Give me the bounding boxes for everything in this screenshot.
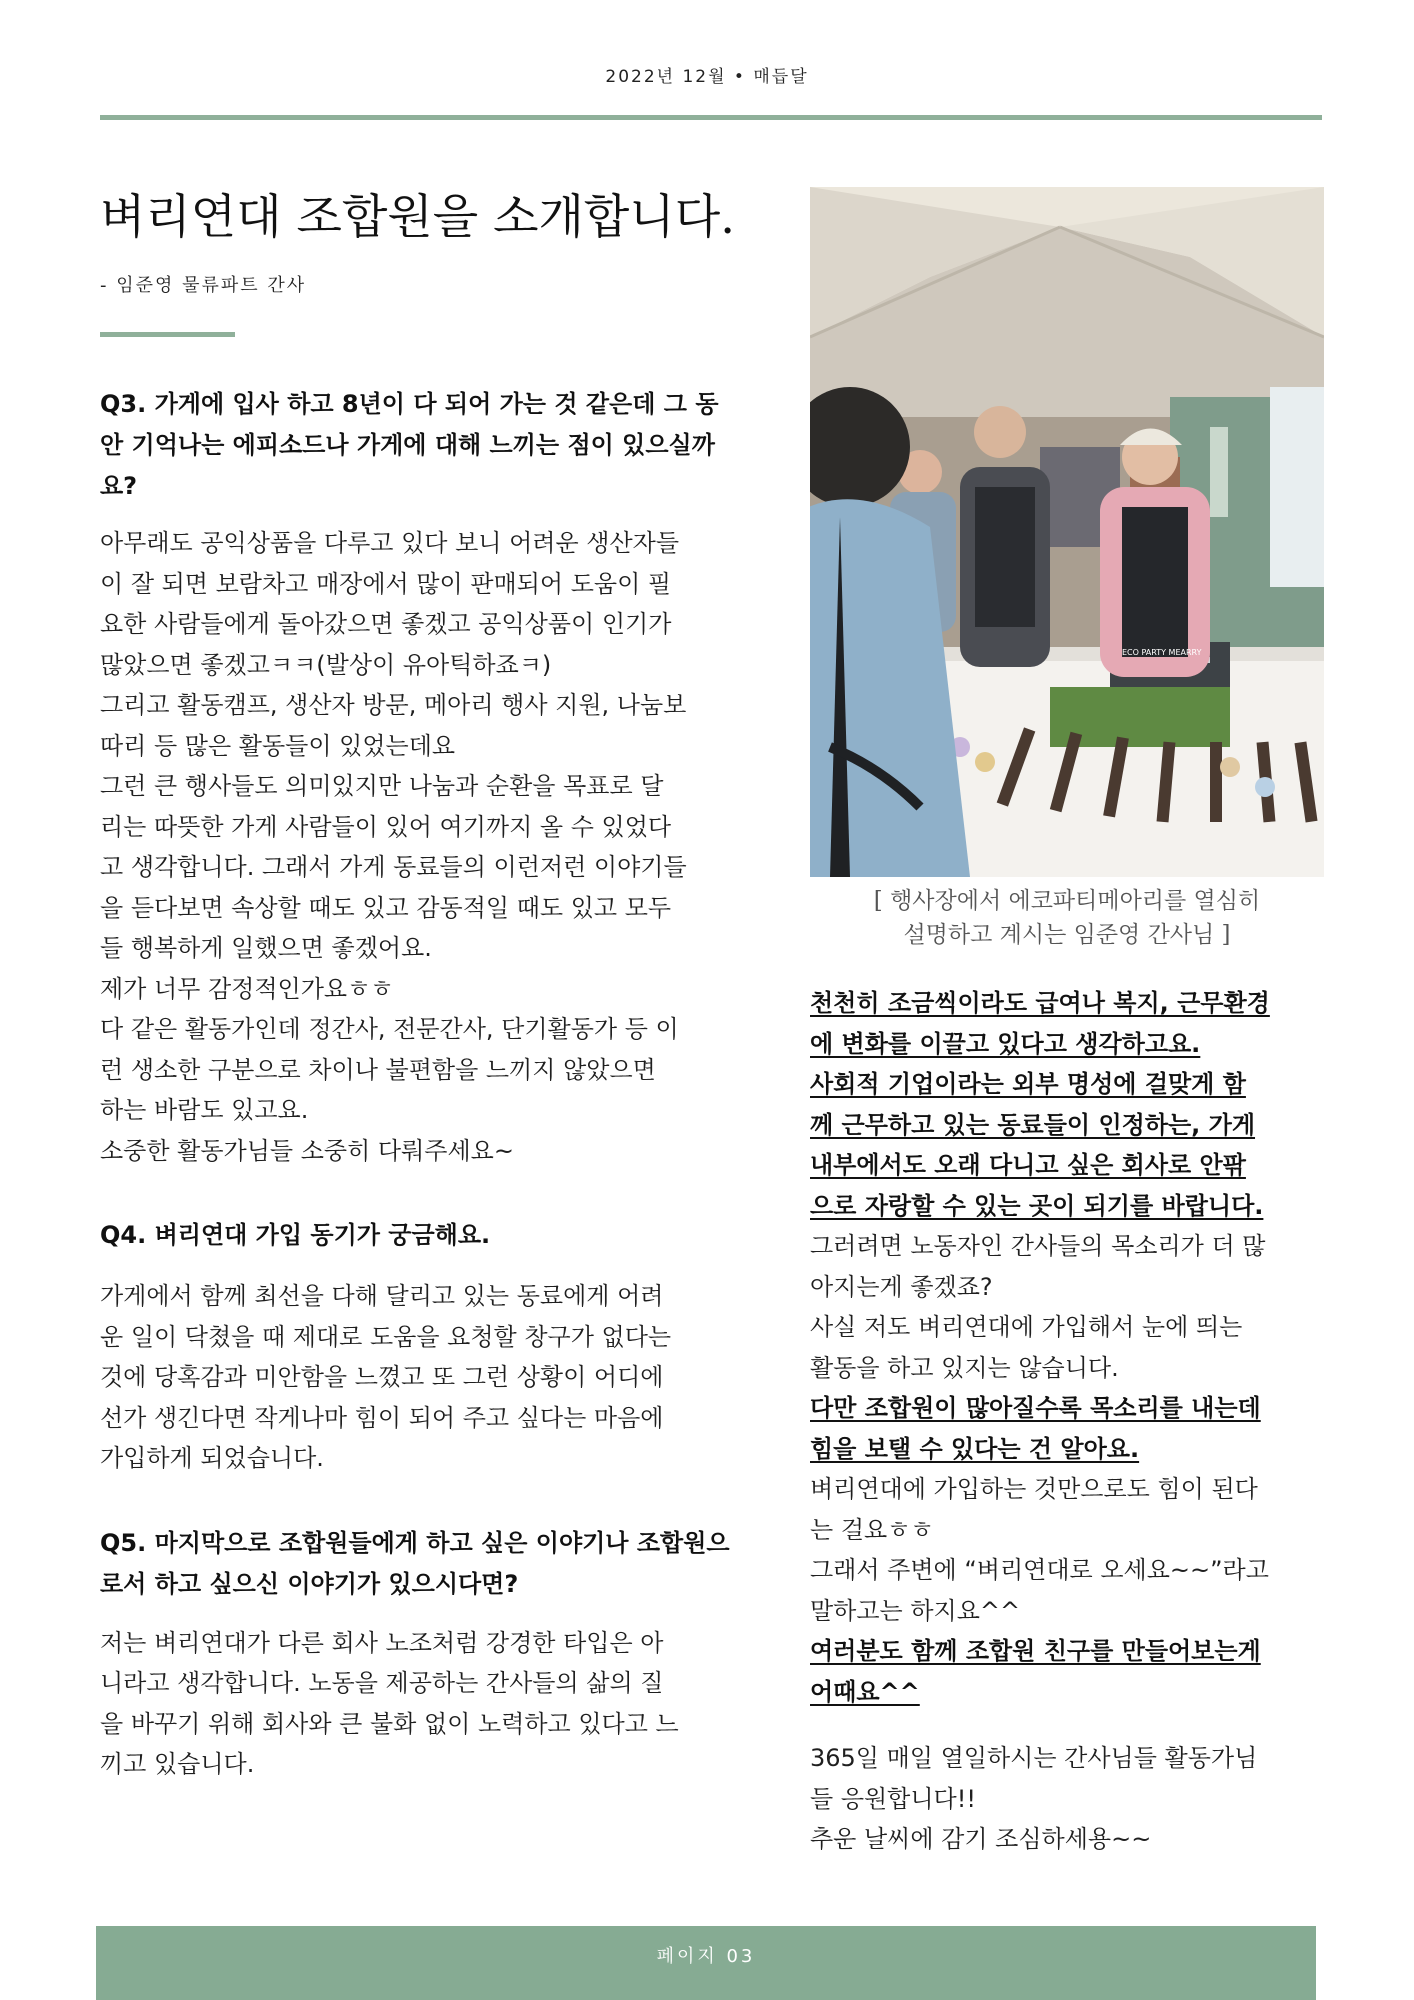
answer-3	[100, 523, 740, 1171]
answer-line: 니라고 생각합니다. 노동을 제공하는 간사들의 삶의 질	[100, 1669, 664, 1697]
answer-line: 다 같은 활동가인데 정간사, 전문간사, 단기활동가 등 이	[100, 1015, 679, 1043]
answer-line: 저는 벼리연대가 다른 회사 노조처럼 강경한 타입은 아	[100, 1628, 664, 1657]
page-footer	[96, 1926, 1316, 2000]
caption-line: 설명하고 계시는 임준영 간사님 ]	[903, 922, 1231, 948]
answer-line: 끼고 있습니다.	[100, 1750, 255, 1778]
article-title: 벼리연대 조합원을 소개합니다.	[100, 190, 736, 245]
closing-line: 들 응원합니다!!	[810, 1784, 976, 1813]
body-line: 사실 저도 벼리연대에 가입해서 눈에 띄는	[810, 1313, 1243, 1341]
emphasis-line: 힘을 보탤 수 있다는 건 알아요.	[810, 1434, 1140, 1463]
answer-line: 따리 등 많은 활동들이 있었는데요	[100, 731, 456, 760]
table-sign-text: ECO PARTY MEARRY	[1122, 648, 1202, 657]
answer-line: 가게에서 함께 최선을 다해 달리고 있는 동료에게 어려	[100, 1282, 664, 1310]
question-4: Q4. 벼리연대 가입 동기가 궁금해요.	[100, 1221, 491, 1249]
answer-line: 것에 당혹감과 미안함을 느꼈고 또 그런 상황이 어디에	[100, 1363, 664, 1391]
issue-header: 2022년 12월 • 매듭달	[605, 67, 809, 87]
closing-line: 365일 매일 열일하시는 간사님들 활동가님	[810, 1744, 1258, 1772]
emphasis-line: 천천히 조금씩이라도 급여나 복지, 근무환경	[810, 989, 1270, 1017]
answer-line: 런 생소한 구분으로 차이나 불편함을 느끼지 않았으면	[100, 1055, 656, 1084]
emphasis-line: 사회적 기업이라는 외부 명성에 걸맞게 함	[810, 1070, 1246, 1098]
emphasis-line: 다만 조합원이 많아질수록 목소리를 내는데	[810, 1394, 1261, 1422]
question-5: Q5. 마지막으로 조합원들에게 하고 싶은 이야기나 조합원으로서 하고 싶으신 이야기가 있으시다면?	[100, 1528, 730, 1598]
answer-line: 고 생각합니다. 그래서 가게 동료들의 이런저런 이야기들	[100, 853, 687, 881]
answer-line: 을 바꾸기 위해 회사와 큰 불화 없이 노력하고 있다고 느	[100, 1709, 679, 1738]
right-column	[810, 983, 1326, 1860]
body-line: 그러려면 노동자인 간사들의 목소리가 더 많	[810, 1232, 1266, 1260]
body-line: 그래서 주변에 “벼리연대로 오세요~~”라고	[810, 1556, 1269, 1584]
closing-message	[810, 1738, 1326, 1860]
answer-line: 소중한 활동가님들 소중히 다뤄주세요~	[100, 1136, 514, 1165]
closing-line: 추운 날씨에 감기 조심하세용~~	[810, 1825, 1152, 1853]
answer-line: 들 행복하게 일했으면 좋겠어요.	[100, 934, 432, 962]
right-body	[810, 983, 1326, 1712]
event-photo	[810, 187, 1324, 877]
article-byline: - 임준영 물류파트 간사	[100, 275, 307, 296]
body-line: 는 걸요ㅎㅎ	[810, 1515, 934, 1544]
body-line: 활동을 하고 있지는 않습니다.	[810, 1353, 1119, 1382]
answer-line: 제가 너무 감정적인가요ㅎㅎ	[100, 974, 394, 1003]
answer-line: 요한 사람들에게 돌아갔으면 좋겠고 공익상품이 인기가	[100, 610, 672, 638]
body-line: 벼리연대에 가입하는 것만으로도 힘이 된다	[810, 1475, 1258, 1503]
answer-line: 많았으면 좋겠고ㅋㅋ(발상이 유아틱하죠ㅋ)	[100, 650, 552, 679]
emphasis-line: 여러분도 함께 조합원 친구를 만들어보는게	[810, 1637, 1261, 1665]
emphasis-line: 어때요^^	[810, 1677, 920, 1706]
answer-line: 선가 생긴다면 작게나마 힘이 되어 주고 싶다는 마음에	[100, 1403, 664, 1432]
answer-5	[100, 1623, 740, 1785]
emphasis-line: 께 근무하고 있는 동료들이 인정하는, 가게	[810, 1110, 1256, 1139]
title-divider	[100, 332, 235, 337]
body-line: 아지는게 좋겠죠?	[810, 1272, 993, 1301]
answer-line: 운 일이 닥쳤을 때 제대로 도움을 요청할 창구가 없다는	[100, 1322, 672, 1351]
question-3: Q3. 가게에 입사 하고 8년이 다 되어 가는 것 같은데 그 동안 기억나는 에피소드나 가게에 대해 느끼는 점이 있으실까요?	[100, 390, 719, 500]
answer-line: 하는 바람도 있고요.	[100, 1096, 309, 1124]
answer-line: 그리고 활동캠프, 생산자 방문, 메아리 행사 지원, 나눔보	[100, 691, 687, 719]
answer-line: 을 듣다보면 속상할 때도 있고 감동적일 때도 있고 모두	[100, 893, 672, 922]
emphasis-line: 내부에서도 오래 다니고 싶은 회사로 안팎	[810, 1151, 1246, 1179]
header-divider	[100, 115, 1322, 120]
left-column	[100, 384, 740, 1785]
page-number: 페이지 03	[656, 1946, 756, 1967]
emphasis-line: 으로 자랑할 수 있는 곳이 되기를 바랍니다.	[810, 1191, 1264, 1220]
emphasis-line: 에 변화를 이끌고 있다고 생각하고요.	[810, 1029, 1201, 1058]
body-line: 말하고는 하지요^^	[810, 1596, 1021, 1625]
answer-line: 이 잘 되면 보람차고 매장에서 많이 판매되어 도움이 필	[100, 569, 672, 598]
caption-line: [ 행사장에서 에코파티메아리를 열심히	[873, 888, 1261, 914]
answer-line: 아무래도 공익상품을 다루고 있다 보니 어려운 생산자들	[100, 529, 680, 557]
answer-line: 그런 큰 행사들도 의미있지만 나눔과 순환을 목표로 달	[100, 772, 664, 800]
answer-line: 가입하게 되었습니다.	[100, 1444, 324, 1472]
answer-4	[100, 1276, 740, 1479]
photo-caption	[790, 884, 1344, 952]
answer-line: 리는 따뜻한 가게 사람들이 있어 여기까지 올 수 있었다	[100, 812, 672, 841]
